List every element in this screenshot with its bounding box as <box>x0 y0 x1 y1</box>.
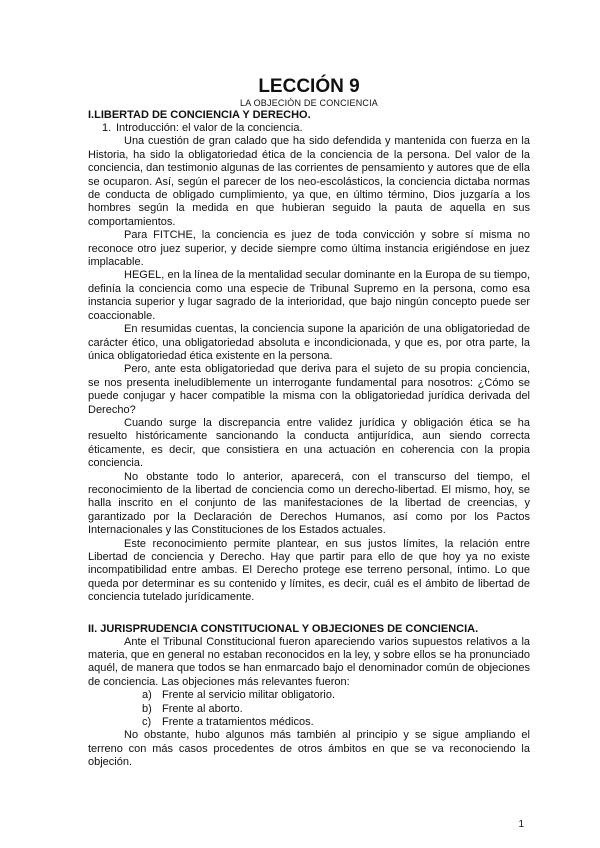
paragraph: Ante el Tribunal Constitucional fueron apareciendo varios supuestos relativos a la materia, que en general no estaban reconocidos en la ley, y sobre ellos se ha pronunciado aquél, de manera que todos se han enmarcado bajo el denominador común de objeciones de conciencia. Las objeciones más relevantes fueron: <box>88 635 530 688</box>
list-item-text: Frente al servicio militar obligatorio. <box>162 689 336 702</box>
paragraph: Este reconocimiento permite plantear, en sus justos límites, la relación entre Libertad de conciencia y Derecho. Hay que partir para ello de que hoy ya no existe incompatibilidad entre ambas. El Derecho protege ese terreno personal, íntimo. Lo que queda por determinar es su contenido y límites, es decir, cuál es el ámbito de libertad de conciencia tutelado jurídicamente. <box>88 537 530 604</box>
list-item-text: Frente al aborto. <box>162 702 243 715</box>
paragraph: En resumidas cuentas, la conciencia supone la aparición de una obligatoriedad de carácter ético, una obligatoriedad absoluta e incondicionada, y que es, por otra parte, la única obligatoriedad ética existente en la persona. <box>88 323 530 362</box>
lesson-title: LECCIÓN 9 <box>258 76 360 97</box>
list-marker: b) <box>142 702 152 715</box>
list-item <box>142 716 530 729</box>
paragraph: HEGEL, en la línea de la mentalidad secular dominante en la Europa de su tiempo, definía la conciencia como una especie de Tribunal Supremo en la persona, como esa instancia superior y lugar sagrado de la interioridad, que bajo ningún concepto puede ser coaccionable. <box>88 269 530 322</box>
list-item-text: Frente a tratamientos médicos. <box>162 716 314 729</box>
page-number: 1 <box>518 819 524 830</box>
paragraph: No obstante, hubo algunos más también al principio y se sigue ampliando el terreno con más casos procedentes de otros ámbitos en que se va reconociendo la objeción. <box>88 729 530 769</box>
section-1-heading: I.LIBERTAD DE CONCIENCIA Y DERECHO. <box>88 109 311 121</box>
list-item <box>142 703 530 716</box>
list-marker: c) <box>142 716 152 729</box>
section-2-heading: II. JURISPRUDENCIA CONSTITUCIONAL Y OBJECIONES DE CONCIENCIA. <box>88 622 479 635</box>
list-marker: a) <box>142 689 152 702</box>
lesson-subtitle: LA OBJECIÓN DE CONCIENCIA <box>239 98 379 108</box>
paragraph: Una cuestión de gran calado que ha sido defendida y mantenida con fuerza en la Historia, ha sido la obligatoriedad ética de la conciencia de la persona. Del valor de la conciencia, dan testimonio algunas de las corrientes de pensamiento y autores que de ella se ocuparon. Así, según el parecer de los neo-escolásticos, la conciencia dictaba normas de conducta de obligado cumplimiento, ya que, en último término, Dios juzgaría a los hombres según la medida en que hubieran seguido la pauta de aquella en sus comportamientos. <box>88 135 530 228</box>
paragraph: No obstante todo lo anterior, aparecerá, con el transcurso del tiempo, el reconocimiento de la libertad de conciencia como un derecho-libertad. El mismo, hoy, se halla inscrito en el conjunto de las manifestaciones de la libertad de creencias, y garantizado por la Declaración de Derechos Humanos, así como por los Pactos Internacionales y las Constituciones de los Estados actuales. <box>88 470 530 537</box>
subsection-1-heading <box>88 122 530 135</box>
paragraph: Cuando surge la discrepancia entre validez jurídica y obligación ética se ha resuelto históricamente sancionando la conducta antijurídica, aun siendo correcta éticamente, es decir, que consistiera en una actuación en coherencia con la propia conciencia. <box>88 416 530 470</box>
subsection-label: Introducción: el valor de la conciencia. <box>116 122 303 134</box>
objection-list <box>88 689 530 729</box>
list-item <box>142 689 530 702</box>
paragraph: Pero, ante esta obligatoriedad que deriva para el sujeto de su propia conciencia, se nos presenta ineludiblemente un interrogante fundamental para nosotros: ¿Cómo se puede conjugar y hacer compatible la misma con la obligatoriedad jurídica derivada del Derecho? <box>88 363 530 416</box>
paragraph: Para FITCHE, la conciencia es juez de toda convicción y sobre sí misma no reconoce otro juez superior, y decide siempre como última instancia erigiéndose en juez implacable. <box>88 229 530 269</box>
subsection-number: 1. <box>102 122 112 134</box>
